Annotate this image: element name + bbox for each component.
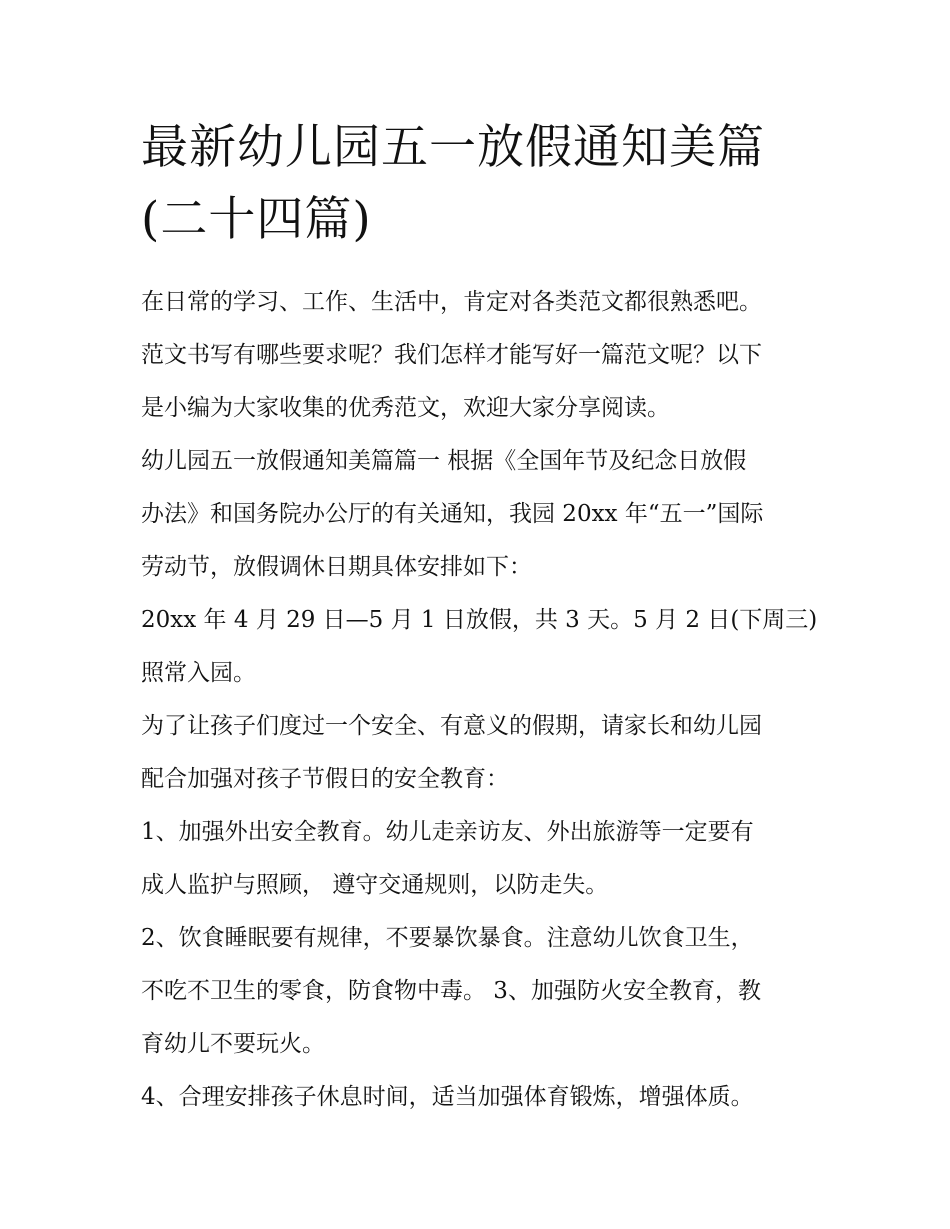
text-line: 劳动节，放假调休日期具体安排如下： (141, 554, 532, 580)
safety-item-4 (141, 1071, 821, 1124)
notice-paragraph (141, 435, 821, 594)
text-line: 范文书写有哪些要求呢？我们怎样才能写好一篇范文呢？以下 (141, 342, 762, 368)
text-line: 照常入园。 (141, 660, 256, 686)
text-line: 在日常的学习、工作、生活中，肯定对各类范文都很熟悉吧。 (141, 289, 762, 315)
text-line: 办法》和国务院办公厅的有关通知，我园 20xx 年“五一”国际 (141, 501, 764, 527)
text-line: 育幼儿不要玩火。 (141, 1031, 325, 1057)
document-page (141, 112, 821, 1124)
text-line: 不吃不卫生的零食，防食物中毒。 3、加强防火安全教育，教 (141, 978, 761, 1004)
document-title (141, 112, 821, 256)
text-line: 1、加强外出安全教育。幼儿走亲访友、外出旅游等一定要有 (141, 819, 754, 845)
text-line: 为了让孩子们度过一个安全、有意义的假期，请家长和幼儿园 (141, 713, 762, 739)
text-line: 幼儿园五一放假通知美篇篇一 根据《全国年节及纪念日放假 (141, 448, 747, 474)
text-line: 4、合理安排孩子休息时间，适当加强体育锻炼，增强体质。 (141, 1084, 754, 1110)
text-line: 成人监护与照顾， 遵守交通规则，以防走失。 (141, 872, 609, 898)
text-line: 配合加强对孩子节假日的安全教育： (141, 766, 509, 792)
title-line: (二十四篇) (141, 192, 372, 247)
title-line: 最新幼儿园五一放假通知美篇 (141, 120, 765, 175)
safety-item-1 (141, 806, 821, 912)
text-line: 是小编为大家收集的优秀范文，欢迎大家分享阅读。 (141, 395, 670, 421)
text-line: 2、饮食睡眠要有规律，不要暴饮暴食。注意幼儿饮食卫生， (141, 925, 754, 951)
safety-item-2-3 (141, 912, 821, 1071)
text-line: 20xx 年 4 月 29 日—5 月 1 日放假，共 3 天。5 月 2 日(下周三) (141, 607, 818, 633)
document-body (141, 276, 821, 1124)
safety-intro-paragraph (141, 700, 821, 806)
schedule-paragraph (141, 594, 821, 700)
intro-paragraph (141, 276, 821, 435)
